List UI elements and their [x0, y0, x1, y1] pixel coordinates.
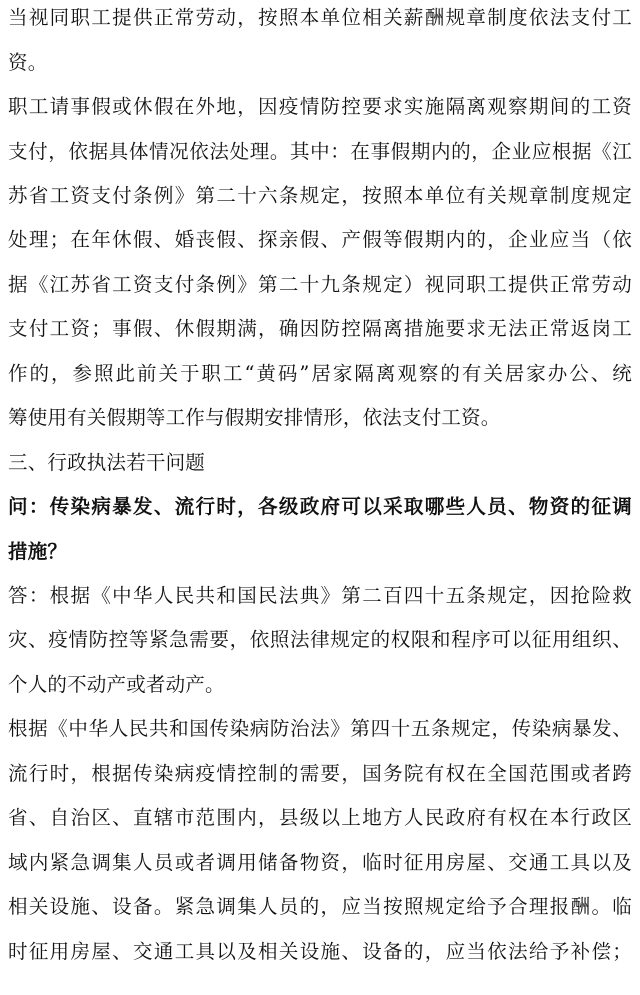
paragraph-line: 筹使用有关假期等工作与假期安排情形，依法支付工资。: [8, 406, 501, 429]
paragraph-line: 职工请事假或休假在外地，因疫情防控要求实施隔离观察期间的工资: [8, 95, 632, 118]
paragraph-line: 处理；在年休假、婚丧假、探亲假、产假等假期内的，企业应当（依: [8, 228, 632, 251]
paragraph-line: 流行时，根据传染病疫情控制的需要，国务院有权在全国范围或者跨: [8, 762, 632, 785]
paragraph-line: 据《江苏省工资支付条例》第二十九条规定）视同职工提供正常劳动: [8, 273, 632, 296]
answer-line: 个人的不动产或者动产。: [8, 673, 225, 696]
paragraph-line: 作的，参照此前关于职工“黄码”居家隔离观察的有关居家办公、统: [8, 362, 632, 385]
paragraph-line: 支付，依据具体情况依法处理。其中：在事假期内的，企业应根据《江: [8, 140, 632, 163]
paragraph-line: 相关设施、设备。紧急调集人员的，应当按照规定给予合理报酬。临: [8, 895, 632, 918]
paragraph-line: 当视同职工提供正常劳动，按照本单位相关薪酬规章制度依法支付工: [8, 6, 632, 29]
paragraph-line: 域内紧急调集人员或者调用储备物资，临时征用房屋、交通工具以及: [8, 851, 632, 874]
paragraph-line: 支付工资；事假、休假期满，确因防控隔离措施要求无法正常返岗工: [8, 317, 632, 340]
question-line: 措施？: [8, 540, 68, 563]
answer-line: 答：根据《中华人民共和国民法典》第二百四十五条规定，因抢险救: [8, 584, 632, 607]
section-heading: 三、行政执法若干问题: [8, 451, 206, 474]
question-line: 问：传染病暴发、流行时，各级政府可以采取哪些人员、物资的征调: [8, 495, 632, 518]
paragraph-line: 苏省工资支付条例》第二十六条规定，按照本单位有关规章制度规定: [8, 184, 632, 207]
paragraph-line: 省、自治区、直辖市范围内，县级以上地方人民政府有权在本行政区: [8, 806, 632, 829]
answer-line: 灾、疫情防控等紧急需要，依照法律规定的权限和程序可以征用组织、: [8, 628, 632, 651]
paragraph-line: 根据《中华人民共和国传染病防治法》第四十五条规定，传染病暴发、: [8, 717, 632, 740]
paragraph-line: 资。: [8, 51, 48, 74]
paragraph-line: 时征用房屋、交通工具以及相关设施、设备的，应当依法给予补偿；: [8, 940, 632, 963]
